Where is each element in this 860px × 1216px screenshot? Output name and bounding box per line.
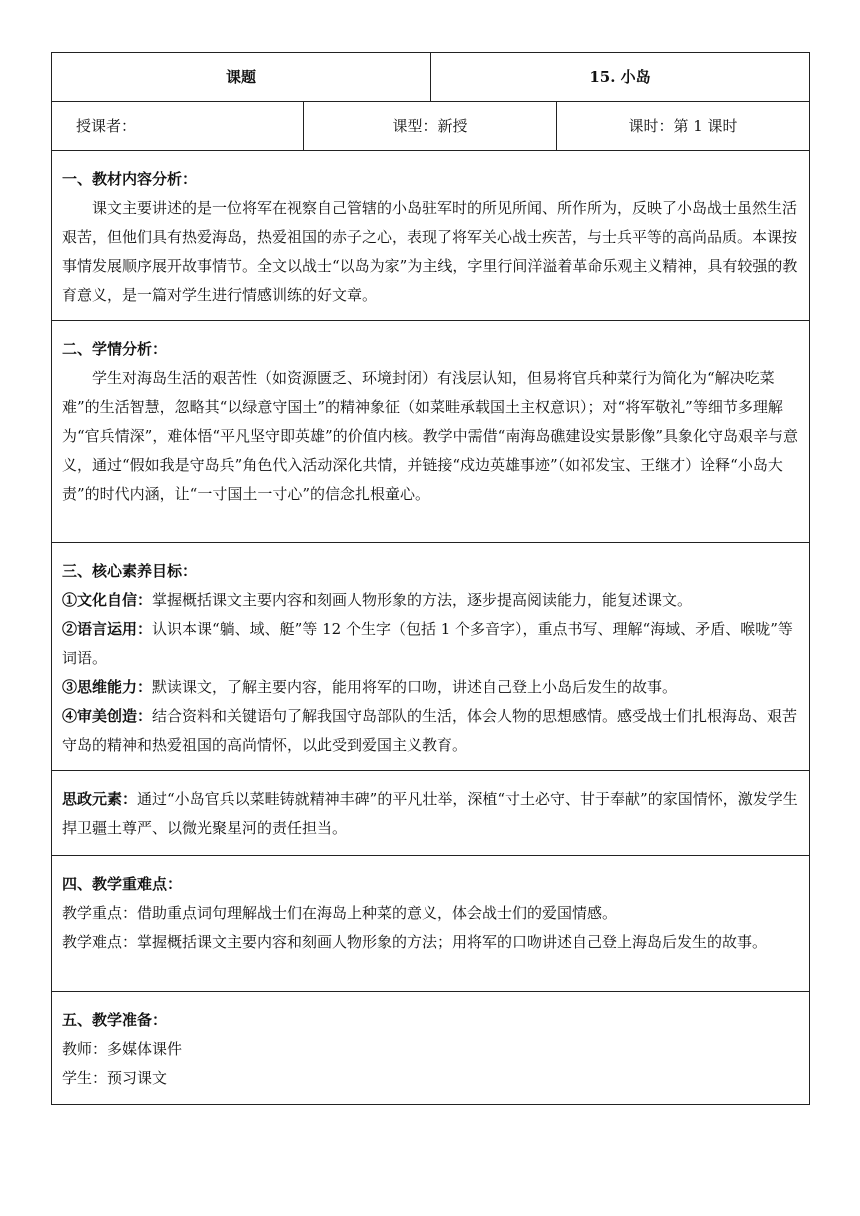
students-body: 学生对海岛生活的艰苦性（如资源匮乏、环境封闭）有浅层认知，但易将官兵种菜行为简化为“解决吃菜难”的生活智慧，忽略其“以绿意守国土”的精神象征（如菜畦承载国土主权意识）；对“将军敬礼”等细节多理解为“官兵情深”，难体悟“平凡坚守即英雄”的价值内核。教学中需借“南海岛礁建设实景影像”具象化守岛艰辛与意义，通过“假如我是守岛兵”角色代入活动深化共情，并链接“戍边英雄事迹”（如祁发宝、王继才）诠释“小岛大责”的时代内涵，让“一寸国土一寸心”的信念扎根童心。 <box>62 369 799 503</box>
goals-heading: 三、核心素养目标： <box>62 562 198 580</box>
goal-text: 认识本课“躺、域、艇”等 12 个生字（包括 1 个多音字），重点书写、理解“海域、矛盾、喉咙”等词语。 <box>62 620 793 667</box>
textbook-body: 课文主要讲述的是一位将军在视察自己管辖的小岛驻军时的所见所闻、所作所为，反映了小岛战士虽然生活艰苦，但他们具有热爱海岛，热爱祖国的赤子之心，表现了将军关心战士疾苦，与士兵平等的高尚品质。本课按事情发展顺序展开故事情节。全文以战士“以岛为家”为主线，字里行间洋溢着革命乐观主义精神，具有较强的教育意义，是一篇对学生进行情感训练的好文章。 <box>62 199 798 304</box>
meta-row <box>52 102 810 151</box>
preparation-section-row <box>52 992 810 1105</box>
goal-item <box>62 702 801 760</box>
ideology-text: 通过“小岛官兵以菜畦铸就精神丰碑”的平凡壮举，深植“寸土必守、甘于奉献”的家国情怀，激发学生捍卫疆土尊严、以微光聚星河的责任担当。 <box>62 790 798 837</box>
keypoints-difficulty: 教学难点：掌握概括课文主要内容和刻画人物形象的方法；用将军的口吻讲述自己登上海岛后发生的故事。 <box>62 933 768 951</box>
lesson-plan-page <box>51 52 809 1105</box>
ideology-section-row <box>52 771 810 856</box>
ideology-label: 思政元素： <box>62 790 138 808</box>
goal-text: 掌握概括课文主要内容和刻画人物形象的方法，逐步提高阅读能力，能复述课文。 <box>152 591 693 609</box>
goal-item <box>62 586 801 615</box>
goal-item <box>62 673 801 702</box>
goals-section-row <box>52 543 810 771</box>
goal-label: ③思维能力： <box>62 678 153 696</box>
subject-label: 课题 <box>52 53 431 102</box>
lesson-hours: 课时：第 1 课时 <box>557 102 810 151</box>
preparation-heading: 五、教学准备： <box>62 1011 168 1029</box>
students-section-row <box>52 321 810 543</box>
textbook-heading: 一、教材内容分析： <box>62 170 198 188</box>
goal-text: 默读课文，了解主要内容，能用将军的口吻，讲述自己登上小岛后发生的故事。 <box>152 678 678 696</box>
lesson-plan-table <box>51 52 810 1105</box>
subject-value: 15. 小岛 <box>431 53 810 102</box>
preparation-student: 学生：预习课文 <box>62 1069 168 1087</box>
title-row <box>52 53 810 102</box>
goal-text: 结合资料和关键语句了解我国守岛部队的生活，体会人物的思想感情。感受战士们扎根海岛、艰苦守岛的精神和热爱祖国的高尚情怀，以此受到爱国主义教育。 <box>62 707 798 754</box>
lesson-type: 课型：新授 <box>304 102 557 151</box>
keypoints-focus: 教学重点：借助重点词句理解战士们在海岛上种菜的意义，体会战士们的爱国情感。 <box>62 904 618 922</box>
students-heading: 二、学情分析： <box>62 340 168 358</box>
goal-label: ④审美创造： <box>62 707 153 725</box>
ideology-paragraph <box>62 785 801 843</box>
keypoints-heading: 四、教学重难点： <box>62 875 183 893</box>
goal-item <box>62 615 801 673</box>
preparation-teacher: 教师：多媒体课件 <box>62 1040 183 1058</box>
teacher-label: 授课者： <box>52 102 304 151</box>
goal-label: ②语言运用： <box>62 620 153 638</box>
keypoints-section-row <box>52 856 810 992</box>
goal-label: ①文化自信： <box>62 591 153 609</box>
textbook-section-row <box>52 151 810 321</box>
